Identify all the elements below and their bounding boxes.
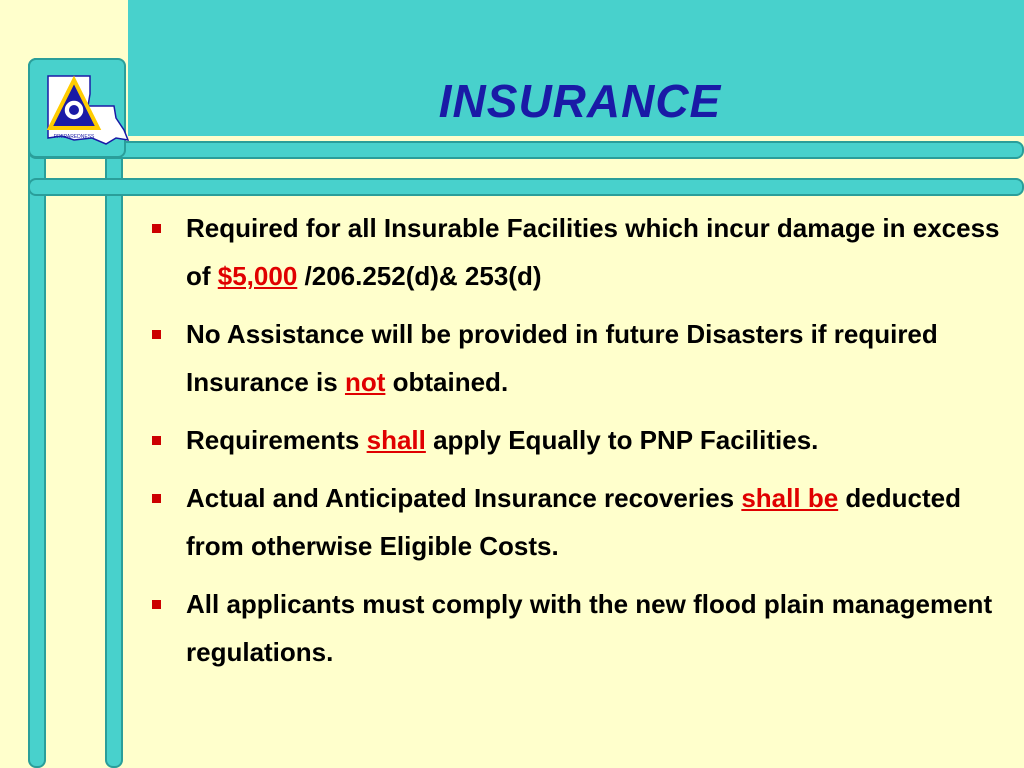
logo-text: PREPAREDNESS bbox=[53, 134, 95, 140]
decorative-vertical-bar-left bbox=[28, 58, 46, 768]
bullet-marker-icon bbox=[152, 330, 161, 339]
bullet-highlight: shall be bbox=[741, 483, 839, 513]
louisiana-seal-logo bbox=[44, 72, 130, 148]
bullet-text-after: apply Equally to PNP Facilities. bbox=[425, 425, 819, 455]
decorative-horizontal-bar-top bbox=[28, 141, 1024, 159]
bullet-text-after: /206.252(d)& 253(d) bbox=[297, 261, 542, 291]
bullet-marker-icon bbox=[152, 600, 161, 609]
bullet-item bbox=[148, 416, 1008, 464]
bullet-text: All applicants must comply with the new flood plain management regulations. bbox=[186, 589, 993, 667]
decorative-horizontal-bar-bottom bbox=[28, 178, 1024, 196]
bullet-item bbox=[148, 310, 1008, 406]
bullet-item bbox=[148, 204, 1008, 300]
bullet-marker-icon bbox=[152, 494, 161, 503]
bullet-text-after: obtained. bbox=[385, 367, 509, 397]
slide-title: INSURANCE bbox=[438, 75, 722, 127]
bullet-marker-icon bbox=[152, 436, 161, 445]
bullet-highlight: shall bbox=[366, 425, 426, 455]
bullet-item bbox=[148, 474, 1008, 570]
bullet-highlight: not bbox=[344, 367, 386, 397]
bullet-list bbox=[148, 204, 1008, 686]
bullet-marker-icon bbox=[152, 224, 161, 233]
bullet-text: Actual and Anticipated Insurance recoveries bbox=[186, 483, 742, 513]
bullet-text: Required for all Insurable Facilities which incur damage in excess of bbox=[186, 213, 1000, 291]
bullet-highlight: $5,000 bbox=[217, 261, 298, 291]
decorative-vertical-bar-right bbox=[105, 58, 123, 768]
bullet-text-after: deducted from otherwise Eligible Costs. bbox=[186, 483, 961, 561]
bullet-text: Requirements bbox=[186, 425, 367, 455]
bullet-text: No Assistance will be provided in future Disasters if required Insurance is bbox=[186, 319, 938, 397]
bullet-item bbox=[148, 580, 1008, 676]
